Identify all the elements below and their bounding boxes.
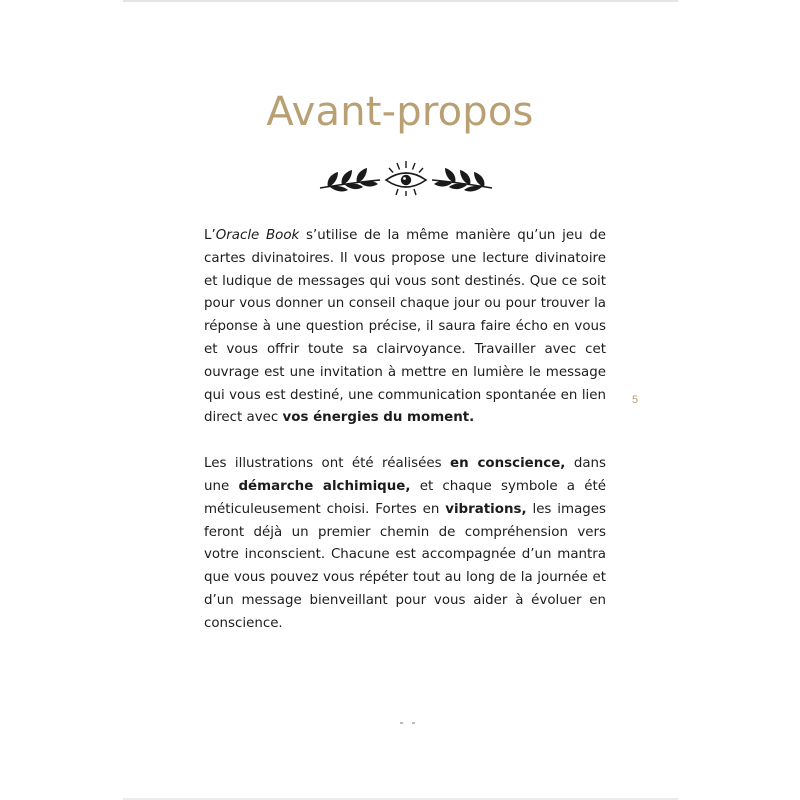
- paragraph-illustrations: [204, 453, 606, 635]
- emphasis-alchimique: démarche alchimique,: [238, 478, 411, 494]
- body-text: [204, 225, 606, 636]
- emphasis-conscience: en conscience,: [450, 456, 566, 472]
- page-top-edge: [123, 0, 678, 2]
- right-laurel-branch-icon: [432, 168, 492, 191]
- page-number: 5: [632, 394, 639, 406]
- central-eye-icon: [386, 161, 426, 196]
- eye-with-laurel-branches-icon: [318, 158, 494, 198]
- page-title: Avant-propos: [266, 89, 534, 135]
- print-mark: [400, 722, 416, 724]
- book-title: Oracle Book: [215, 228, 300, 243]
- paragraph-text: dans une: [204, 456, 606, 494]
- paragraph-intro: [204, 225, 606, 430]
- left-laurel-branch-icon: [320, 168, 380, 191]
- paragraph-text: s’utilise de la même manière qu’un jeu de cartes divinatoires. Il vous propose une lecture divinatoire et ludique de messages qui vous sont destinés. Que ce soit pour vous donner un conseil chaque jour ou pour trouver la réponse à une question précise, il saura faire écho en vous et vous offrir toute sa clairvoyance. Travailler avec cet ouvrage est une invitation à mettre en lumière le message qui vous est destiné, une communication spontanée en lien direct avec: [204, 228, 606, 426]
- paragraph-text: Les illustrations ont été réalisées: [204, 456, 451, 472]
- paragraph-text: et chaque symbole a été méticuleusement choisi. Fortes en: [204, 478, 606, 517]
- paragraph-text: les images feront déjà un premier chemin de compréhension vers votre inconscient. Chacune est accompagnée d’un mantra que vous pouvez vous répéter tout au long de la journée et d’un message bienveillant pour vous aider à évoluer en conscience.: [204, 501, 606, 631]
- emphasis-energies: vos énergies du moment.: [282, 410, 475, 426]
- paragraph-prefix: L’: [204, 228, 216, 243]
- emphasis-vibrations: vibrations,: [445, 501, 527, 517]
